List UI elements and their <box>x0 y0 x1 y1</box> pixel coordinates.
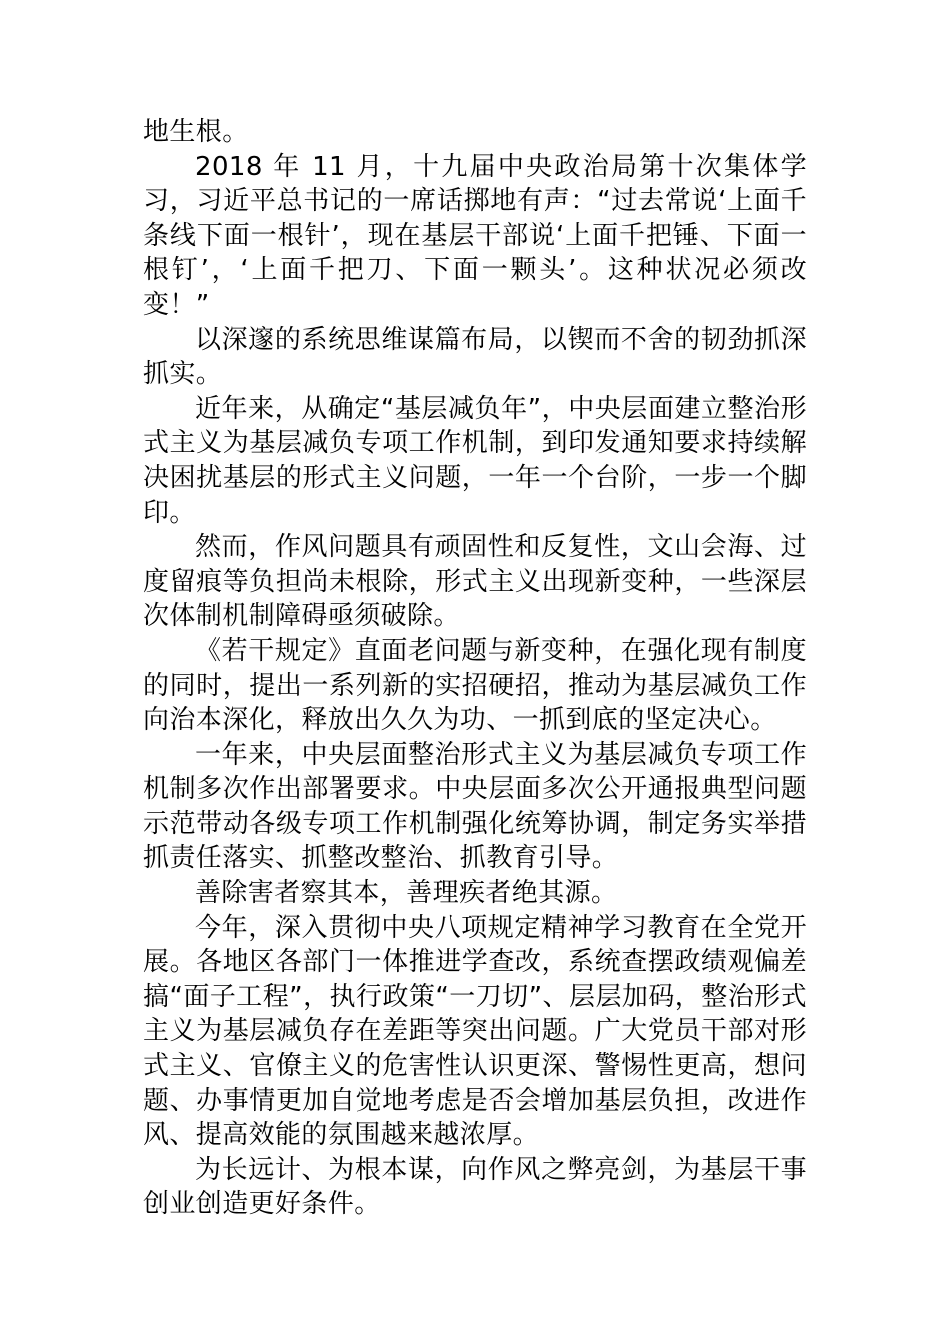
paragraph-7: 一年来，中央层面整治形式主义为基层减负专项工作机制多次作出部署要求。中央层面多次公开通报典型问题示范带动各级专项工作机制强化统筹协调，制定务实举措抓责任落实、抓整改整治、抓教育引导。 <box>143 739 807 874</box>
paragraph-9: 今年，深入贯彻中央八项规定精神学习教育在全党开展。各地区各部门一体推进学查改，系统查摆政绩观偏差搞“面子工程”，执行政策“一刀切”、层层加码，整治形式主义为基层减负存在差距等突出问题。广大党员干部对形式主义、官僚主义的危害性认识更深、警惕性更高，想问题、办事情更加自觉地考虑是否会增加基层负担，改进作风、提高效能的氛围越来越浓厚。 <box>143 912 807 1151</box>
paragraph-2: 2018 年 11 月，十九届中央政治局第十次集体学习，习近平总书记的一席话掷地有声：“过去常说‘上面千条线下面一根针’，现在基层干部说‘上面千把锤、下面一根钉’，‘上面千把刀、下面一颗头’。这种状况必须改变！” <box>143 151 807 320</box>
paragraph-5: 然而，作风问题具有顽固性和反复性，文山会海、过度留痕等负担尚未根除，形式主义出现新变种，一些深层次体制机制障碍亟须破除。 <box>143 532 807 632</box>
paragraph-1: 地生根。 <box>143 117 249 147</box>
paragraph-8: 善除害者察其本，善理疾者绝其源。 <box>195 878 618 909</box>
paragraph-3: 以深邃的系统思维谋篇布局，以锲而不舍的韧劲抓深抓实。 <box>143 324 807 390</box>
paragraph-10: 为长远计、为根本谋，向作风之弊亮剑，为基层干事创业创造更好条件。 <box>143 1154 807 1220</box>
paragraph-4: 近年来，从确定“基层减负年”，中央层面建立整治形式主义为基层减负专项工作机制，到印发通知要求持续解决困扰基层的形式主义问题，一年一个台阶，一步一个脚印。 <box>143 393 807 528</box>
document-body <box>143 115 807 1222</box>
paragraph-6: 《若干规定》直面老问题与新变种，在强化现有制度的同时，提出一系列新的实招硬招，推动为基层减负工作向治本深化，释放出久久为功、一抓到底的坚定决心。 <box>143 635 807 736</box>
